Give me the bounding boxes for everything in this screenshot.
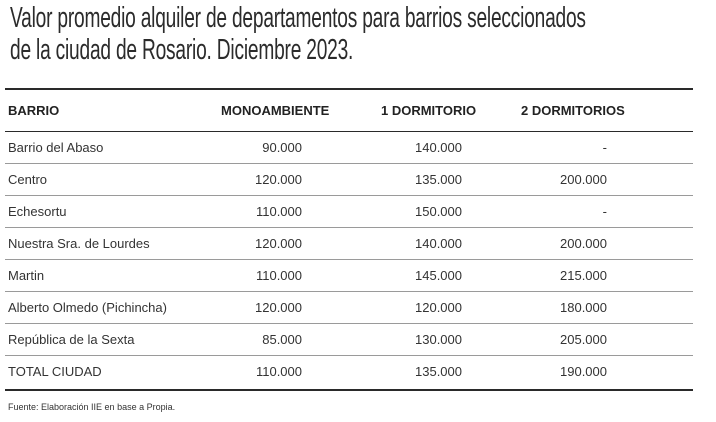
- cell-barrio: Echesortu: [8, 204, 67, 219]
- cell-monoambiente: 85.000: [262, 332, 302, 347]
- cell-barrio: Barrio del Abaso: [8, 140, 104, 155]
- cell-1-dormitorio: 140.000: [415, 140, 462, 155]
- table-row: [0, 164, 716, 196]
- cell-barrio: República de la Sexta: [8, 332, 135, 347]
- table-row: [0, 260, 716, 292]
- cell-monoambiente: 90.000: [262, 140, 302, 155]
- title-line-1: Valor promedio alquiler de departamentos para barrios seleccionados: [10, 2, 586, 34]
- cell-2-dormitorios: 200.000: [560, 236, 607, 251]
- cell-monoambiente: 120.000: [255, 172, 302, 187]
- table-row: [0, 228, 716, 260]
- cell-2-dormitorios: 205.000: [560, 332, 607, 347]
- title-line-2: de la ciudad de Rosario. Diciembre 2023.: [10, 34, 354, 66]
- cell-2-dormitorios: 190.000: [560, 364, 607, 379]
- cell-1-dormitorio: 120.000: [415, 300, 462, 315]
- cell-2-dormitorios: 200.000: [560, 172, 607, 187]
- table-row: [0, 132, 716, 164]
- cell-1-dormitorio: 145.000: [415, 268, 462, 283]
- cell-2-dormitorios: 215.000: [560, 268, 607, 283]
- cell-monoambiente: 120.000: [255, 300, 302, 315]
- cell-1-dormitorio: 140.000: [415, 236, 462, 251]
- source-note: Fuente: Elaboración IIE en base a Propia.: [8, 402, 176, 412]
- cell-monoambiente: 110.000: [255, 204, 302, 219]
- table-row-total: [0, 356, 716, 388]
- table-row: [0, 324, 716, 356]
- table-top-rule: [5, 88, 693, 90]
- cell-1-dormitorio: 135.000: [415, 172, 462, 187]
- cell-monoambiente: 110.000: [255, 364, 302, 379]
- cell-2-dormitorios: -: [602, 140, 607, 155]
- column-header-monoambiente: MONOAMBIENTE: [221, 103, 330, 118]
- table-row: [0, 196, 716, 228]
- cell-monoambiente: 110.000: [255, 268, 302, 283]
- table-row: [0, 292, 716, 324]
- cell-1-dormitorio: 130.000: [415, 332, 462, 347]
- cell-barrio: Alberto Olmedo (Pichincha): [8, 300, 167, 315]
- cell-2-dormitorios: 180.000: [560, 300, 607, 315]
- cell-barrio: Martin: [8, 268, 45, 283]
- cell-barrio: TOTAL CIUDAD: [8, 364, 102, 379]
- column-header-barrio: BARRIO: [8, 103, 60, 118]
- cell-barrio: Centro: [8, 172, 48, 187]
- column-header-2-dormitorios: 2 DORMITORIOS: [521, 103, 625, 118]
- column-header-1-dormitorio: 1 DORMITORIO: [381, 103, 477, 118]
- page-title: [10, 2, 586, 66]
- cell-2-dormitorios: -: [602, 204, 607, 219]
- cell-barrio: Nuestra Sra. de Lourdes: [8, 236, 150, 251]
- cell-1-dormitorio: 135.000: [415, 364, 462, 379]
- cell-monoambiente: 120.000: [255, 236, 302, 251]
- cell-1-dormitorio: 150.000: [415, 204, 462, 219]
- table-bottom-rule: [5, 389, 693, 391]
